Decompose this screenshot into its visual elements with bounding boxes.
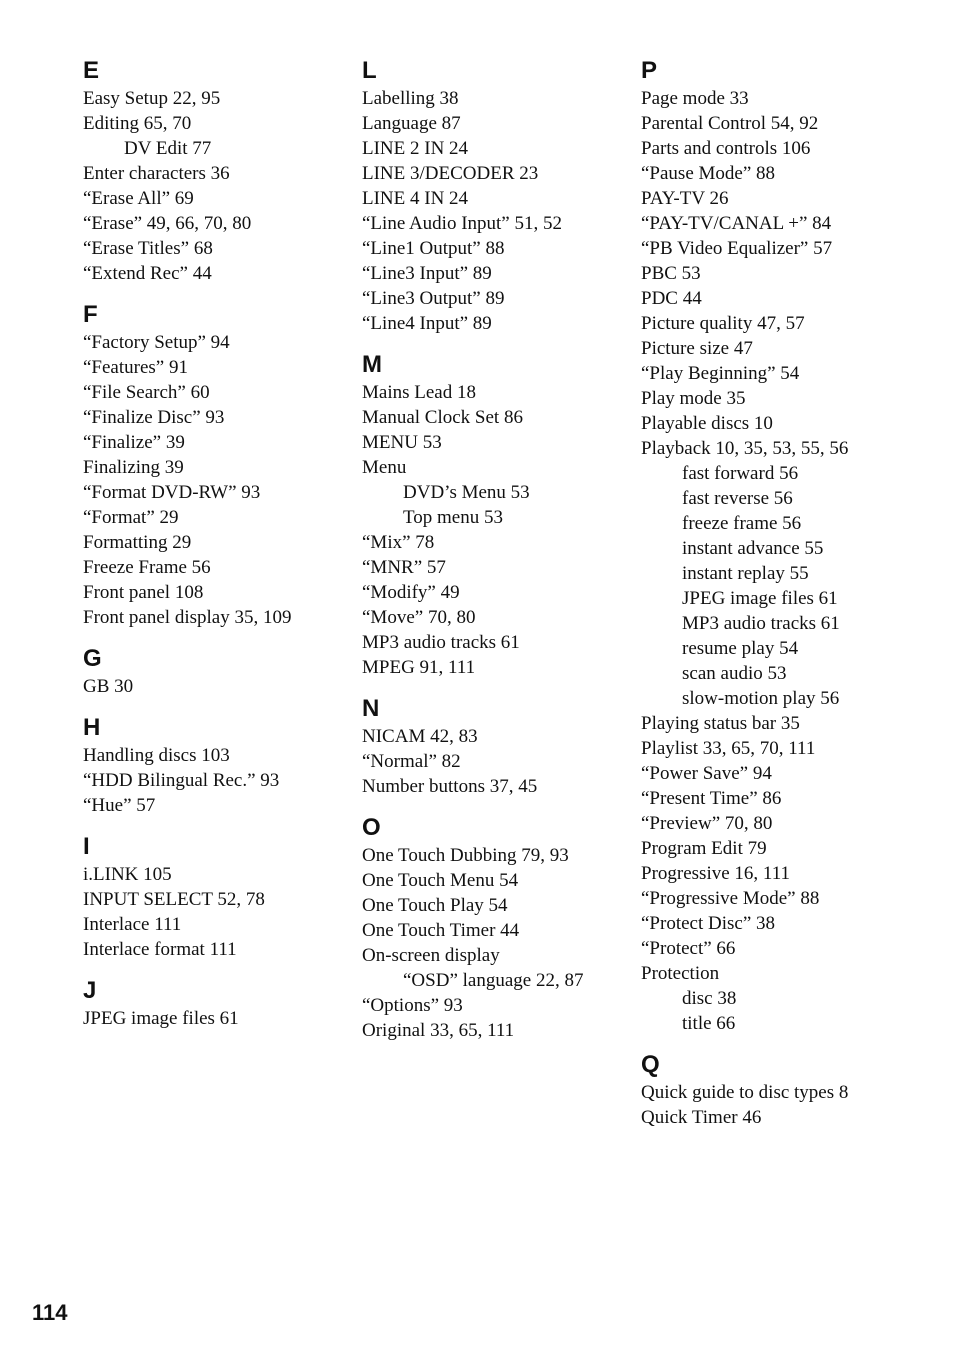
index-entry: Playing status bar 35	[641, 713, 800, 734]
index-entry: “Erase All” 69	[83, 188, 194, 209]
index-section-f	[83, 300, 358, 630]
index-entry: One Touch Timer 44	[362, 920, 520, 941]
index-column-1	[83, 56, 358, 1031]
index-entry: “Play Beginning” 54	[641, 363, 800, 384]
index-entry: Formatting 29	[83, 532, 192, 553]
index-entry: Number buttons 37, 45	[362, 776, 538, 797]
index-section-l	[362, 56, 637, 336]
index-entry: Picture quality 47, 57	[641, 313, 805, 334]
index-entry: PBC 53	[641, 263, 701, 284]
index-subentry: fast forward 56	[682, 463, 799, 484]
index-entry: i.LINK 105	[83, 864, 172, 885]
index-entry: “Preview” 70, 80	[641, 813, 773, 834]
index-column-2	[362, 56, 637, 1043]
index-entry: Freeze Frame 56	[83, 557, 211, 578]
index-entry: Quick Timer 46	[641, 1107, 762, 1128]
index-entry: “Extend Rec” 44	[83, 263, 212, 284]
index-entry: Language 87	[362, 113, 461, 134]
index-entry: Handling discs 103	[83, 745, 230, 766]
section-letter: P	[641, 57, 658, 84]
index-entry: MPEG 91, 111	[362, 657, 476, 678]
index-subentry: title 66	[682, 1013, 736, 1034]
index-entry: Interlace 111	[83, 914, 182, 935]
index-entry: One Touch Menu 54	[362, 870, 519, 891]
index-entry: Front panel display 35, 109	[83, 607, 292, 628]
section-letter: I	[83, 833, 90, 860]
index-entry: “Mix” 78	[362, 532, 435, 553]
section-letter: M	[362, 351, 382, 378]
index-entry: Easy Setup 22, 95	[83, 88, 221, 109]
index-entry: INPUT SELECT 52, 78	[83, 889, 265, 910]
index-entry: On-screen display	[362, 945, 500, 966]
index-section-n	[362, 694, 637, 799]
index-entry: “MNR” 57	[362, 557, 446, 578]
index-entry: Finalizing 39	[83, 457, 184, 478]
section-letter: E	[83, 57, 100, 84]
index-section-h	[83, 713, 358, 818]
index-entry: Page mode 33	[641, 88, 749, 109]
index-entry: “Features” 91	[83, 357, 188, 378]
index-entry: “Erase Titles” 68	[83, 238, 213, 259]
index-entry: “Options” 93	[362, 995, 463, 1016]
index-entry: “Line3 Output” 89	[362, 288, 505, 309]
index-column-3	[641, 56, 916, 1130]
section-letter: L	[362, 57, 377, 84]
index-entry: Original 33, 65, 111	[362, 1020, 515, 1041]
index-entry: NICAM 42, 83	[362, 726, 478, 747]
index-entry: “File Search” 60	[83, 382, 210, 403]
section-letter: J	[83, 977, 97, 1004]
index-entry: “Hue” 57	[83, 795, 156, 816]
index-subentry: scan audio 53	[682, 663, 787, 684]
index-entry: Parental Control 54, 92	[641, 113, 819, 134]
index-entry: “Line Audio Input” 51, 52	[362, 213, 562, 234]
index-entry: Playlist 33, 65, 70, 111	[641, 738, 816, 759]
section-letter: H	[83, 714, 101, 741]
section-letter: G	[83, 645, 102, 672]
index-entry: “Normal” 82	[362, 751, 461, 772]
index-entry: “Line4 Input” 89	[362, 313, 492, 334]
index-section-o	[362, 813, 637, 1043]
index-entry: “Line3 Input” 89	[362, 263, 492, 284]
index-entry: Play mode 35	[641, 388, 746, 409]
index-entry: Progressive 16, 111	[641, 863, 790, 884]
index-entry: PAY-TV 26	[641, 188, 729, 209]
index-subentry: resume play 54	[682, 638, 799, 659]
index-entry: “PAY-TV/CANAL +” 84	[641, 213, 832, 234]
index-entry: GB 30	[83, 676, 134, 697]
index-section-e	[83, 56, 358, 286]
index-entry: PDC 44	[641, 288, 702, 309]
page-number: 114	[32, 1300, 68, 1325]
index-entry: Front panel 108	[83, 582, 204, 603]
index-entry: MP3 audio tracks 61	[362, 632, 520, 653]
index-entry: Picture size 47	[641, 338, 753, 359]
section-letter: F	[83, 301, 98, 328]
index-entry: “Finalize Disc” 93	[83, 407, 225, 428]
index-subentry: DV Edit 77	[124, 138, 212, 159]
index-subentry: Top menu 53	[403, 507, 503, 528]
index-section-i	[83, 832, 358, 962]
index-entry: Program Edit 79	[641, 838, 767, 859]
index-section-m	[362, 350, 637, 680]
index-entry: LINE 4 IN 24	[362, 188, 469, 209]
index-subentry: instant advance 55	[682, 538, 824, 559]
index-section-p	[641, 56, 916, 1036]
index-section-q	[641, 1050, 916, 1130]
index-subentry: JPEG image files 61	[682, 588, 838, 609]
index-entry: “Format DVD-RW” 93	[83, 482, 261, 503]
index-entry: Parts and controls 106	[641, 138, 811, 159]
index-entry: Protection	[641, 963, 720, 984]
index-subentry: fast reverse 56	[682, 488, 793, 509]
index-entry: “Progressive Mode” 88	[641, 888, 820, 909]
index-entry: “Pause Mode” 88	[641, 163, 776, 184]
index-entry: JPEG image files 61	[83, 1008, 239, 1029]
section-letter: O	[362, 814, 381, 841]
index-entry: “Power Save” 94	[641, 763, 772, 784]
index-entry: “Factory Setup” 94	[83, 332, 230, 353]
index-subentry: instant replay 55	[682, 563, 809, 584]
index-entry: Playback 10, 35, 53, 55, 56	[641, 438, 849, 459]
section-letter: N	[362, 695, 380, 722]
index-entry: “Format” 29	[83, 507, 179, 528]
section-letter: Q	[641, 1051, 660, 1078]
index-entry: “Present Time” 86	[641, 788, 782, 809]
index-entry: Labelling 38	[362, 88, 459, 109]
index-entry: “Erase” 49, 66, 70, 80	[83, 213, 252, 234]
index-entry: LINE 3/DECODER 23	[362, 163, 539, 184]
index-entry: “Move” 70, 80	[362, 607, 476, 628]
index-entry: Manual Clock Set 86	[362, 407, 523, 428]
index-entry: Editing 65, 70	[83, 113, 192, 134]
index-entry: Quick guide to disc types 8	[641, 1082, 849, 1103]
index-subentry: DVD’s Menu 53	[403, 482, 530, 503]
index-entry: “Modify” 49	[362, 582, 460, 603]
index-entry: One Touch Play 54	[362, 895, 508, 916]
index-entry: “Line1 Output” 88	[362, 238, 505, 259]
index-subentry: “OSD” language 22, 87	[403, 970, 584, 991]
index-entry: Enter characters 36	[83, 163, 230, 184]
index-entry: Playable discs 10	[641, 413, 773, 434]
index-entry: MENU 53	[362, 432, 442, 453]
index-entry: Menu	[362, 457, 407, 478]
index-entry: Interlace format 111	[83, 939, 237, 960]
index-entry: LINE 2 IN 24	[362, 138, 469, 159]
index-entry: “HDD Bilingual Rec.” 93	[83, 770, 280, 791]
index-section-j	[83, 976, 358, 1031]
index-subentry: freeze frame 56	[682, 513, 802, 534]
index-entry: “PB Video Equalizer” 57	[641, 238, 833, 259]
index-entry: “Protect” 66	[641, 938, 736, 959]
index-entry: “Finalize” 39	[83, 432, 185, 453]
index-entry: “Protect Disc” 38	[641, 913, 776, 934]
index-subentry: disc 38	[682, 988, 737, 1009]
index-entry: One Touch Dubbing 79, 93	[362, 845, 569, 866]
index-section-g	[83, 644, 358, 699]
index-subentry: MP3 audio tracks 61	[682, 613, 840, 634]
index-entry: Mains Lead 18	[362, 382, 476, 403]
index-subentry: slow-motion play 56	[682, 688, 840, 709]
